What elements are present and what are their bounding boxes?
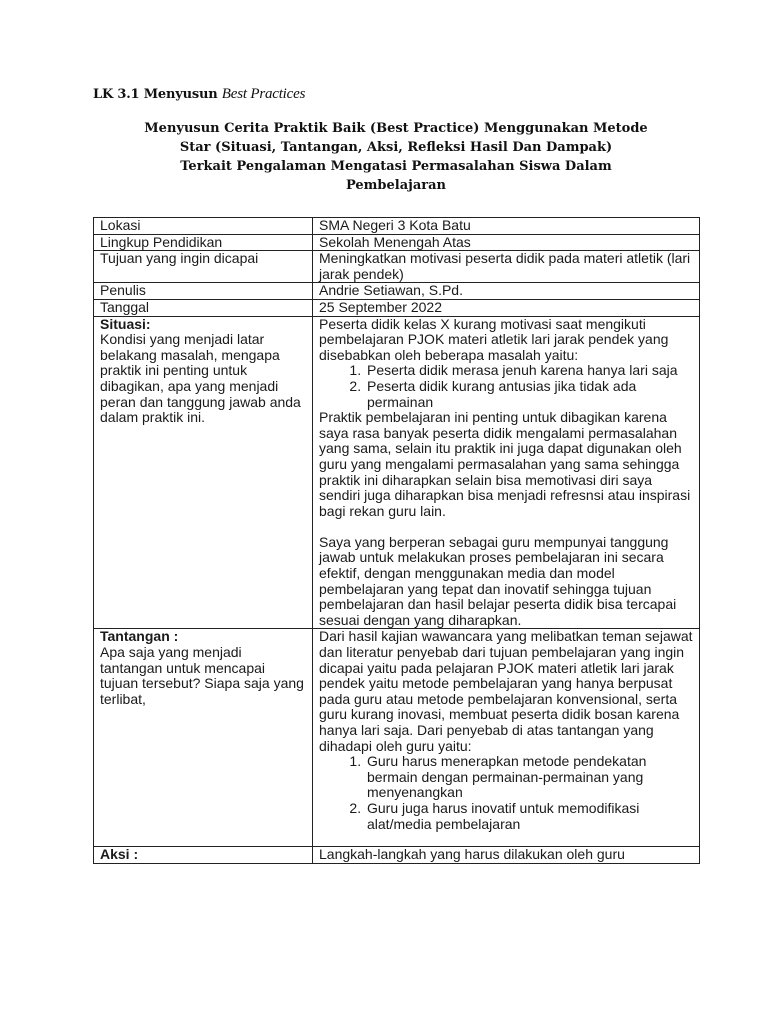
info-label: Tanggal: [94, 299, 313, 316]
tantangan-list: [319, 754, 693, 832]
section-intro: Langkah-langkah yang harus dilakukan oleh guru: [319, 846, 625, 863]
info-value: SMA Negeri 3 Kota Batu: [313, 218, 700, 235]
info-row-lingkup: [94, 234, 700, 251]
section-situasi-prompt-cell: [94, 316, 313, 629]
situasi-list: [319, 363, 693, 410]
info-row-lokasi: [94, 218, 700, 235]
info-value: 25 September 2022: [313, 299, 700, 316]
section-situasi-content-cell: [313, 316, 700, 629]
section-aksi-content-cell: [313, 847, 700, 864]
worksheet-heading: [93, 86, 305, 103]
list-item: 2. Peserta didik kurang antusias jika tidak ada permainan: [365, 379, 693, 410]
section-title: Situasi:: [100, 315, 151, 332]
section-aksi-prompt-cell: [94, 847, 313, 864]
info-label: Tujuan yang ingin dicapai: [94, 251, 313, 283]
section-paragraph: Saya yang berperan sebagai guru mempunyai tanggung jawab untuk melakukan proses pembelajaran ini secara efektif, dengan menggunakan media dan model pembelajaran yang tepat dan inovatif sehingga tujuan pembelajaran dan hasil belajar peserta didik bisa tercapai sesuai dengan yang diharapkan.: [319, 533, 677, 628]
section-situasi: [94, 316, 700, 629]
worksheet-label: LK 3.1 Menyusun: [93, 87, 218, 102]
section-tantangan: [94, 629, 700, 847]
info-row-penulis: [94, 283, 700, 300]
section-tantangan-prompt-cell: [94, 629, 313, 847]
list-item: 1. Guru harus menerapkan metode pendekatan bermain dengan permainan-permainan yang menyenangkan: [365, 754, 693, 801]
title-line-1: Menyusun Cerita Praktik Baik (Best Practice) Menggunakan Metode: [144, 121, 648, 136]
best-practice-table: [93, 217, 700, 864]
title-line-4: Pembelajaran: [345, 178, 447, 193]
section-prompt: Kondisi yang menjadi latar belakang masalah, mengapa praktik ini penting untuk dibagikan, apa yang menjadi peran dan tanggung jawab anda dalam praktik ini.: [100, 331, 301, 426]
info-row-tanggal: [94, 299, 700, 316]
title-line-3: Terkait Pengalaman Mengatasi Permasalahan Siswa Dalam: [180, 159, 612, 174]
section-title: Tantangan :: [100, 628, 179, 645]
section-intro: Dari hasil kajian wawancara yang melibatkan teman sejawat dan literatur penyebab dari tujuan pembelajaran yang ingin dicapai yaitu pada pelajaran PJOK materi atletik lari jarak pendek yaitu metode pembelajaran yang hanya berpusat pada guru atau metode pembelajaran konvensional, serta guru kurang inovasi, membuat peserta didik bosan karena hanya lari saja. Dari penyebab di atas tantangan yang dihadapi oleh guru yaitu:: [319, 628, 693, 754]
document-title: [93, 119, 699, 195]
section-tantangan-content-cell: [313, 629, 700, 847]
info-label: Lokasi: [94, 218, 313, 235]
section-paragraph: Praktik pembelajaran ini penting untuk dibagikan karena saya rasa banyak peserta didik mengalami permasalahan yang sama, selain itu praktik ini juga dapat digunakan oleh guru yang mengalami permasalahan yang sama sehingga praktik ini diharapkan selain bisa memotivasi diri saya sendiri juga diharapkan bisa menjadi refresnsi atau inspirasi bagi rekan guru lain.: [319, 409, 691, 519]
info-value: Andrie Setiawan, S.Pd.: [313, 283, 700, 300]
title-line-2: Star (Situasi, Tantangan, Aksi, Refleksi Hasil Dan Dampak): [179, 140, 613, 155]
worksheet-label-italic: Best Practices: [221, 86, 306, 102]
list-item: 1. Peserta didik merasa jenuh karena hanya lari saja: [365, 363, 693, 379]
section-aksi: [94, 847, 700, 864]
info-label: Lingkup Pendidikan: [94, 234, 313, 251]
info-label: Penulis: [94, 283, 313, 300]
info-row-tujuan: [94, 251, 700, 283]
list-item: 2. Guru juga harus inovatif untuk memodifikasi alat/media pembelajaran: [365, 801, 693, 832]
info-value: Sekolah Menengah Atas: [313, 234, 700, 251]
info-value: Meningkatkan motivasi peserta didik pada materi atletik (lari jarak pendek): [313, 251, 700, 283]
section-intro: Peserta didik kelas X kurang motivasi saat mengikuti pembelajaran PJOK materi atletik lari jarak pendek yang disebabkan oleh beberapa masalah yaitu:: [319, 315, 669, 363]
section-title: Aksi :: [100, 846, 139, 863]
section-prompt: Apa saja yang menjadi tantangan untuk mencapai tujuan tersebut? Siapa saja yang terlibat,: [100, 644, 304, 707]
